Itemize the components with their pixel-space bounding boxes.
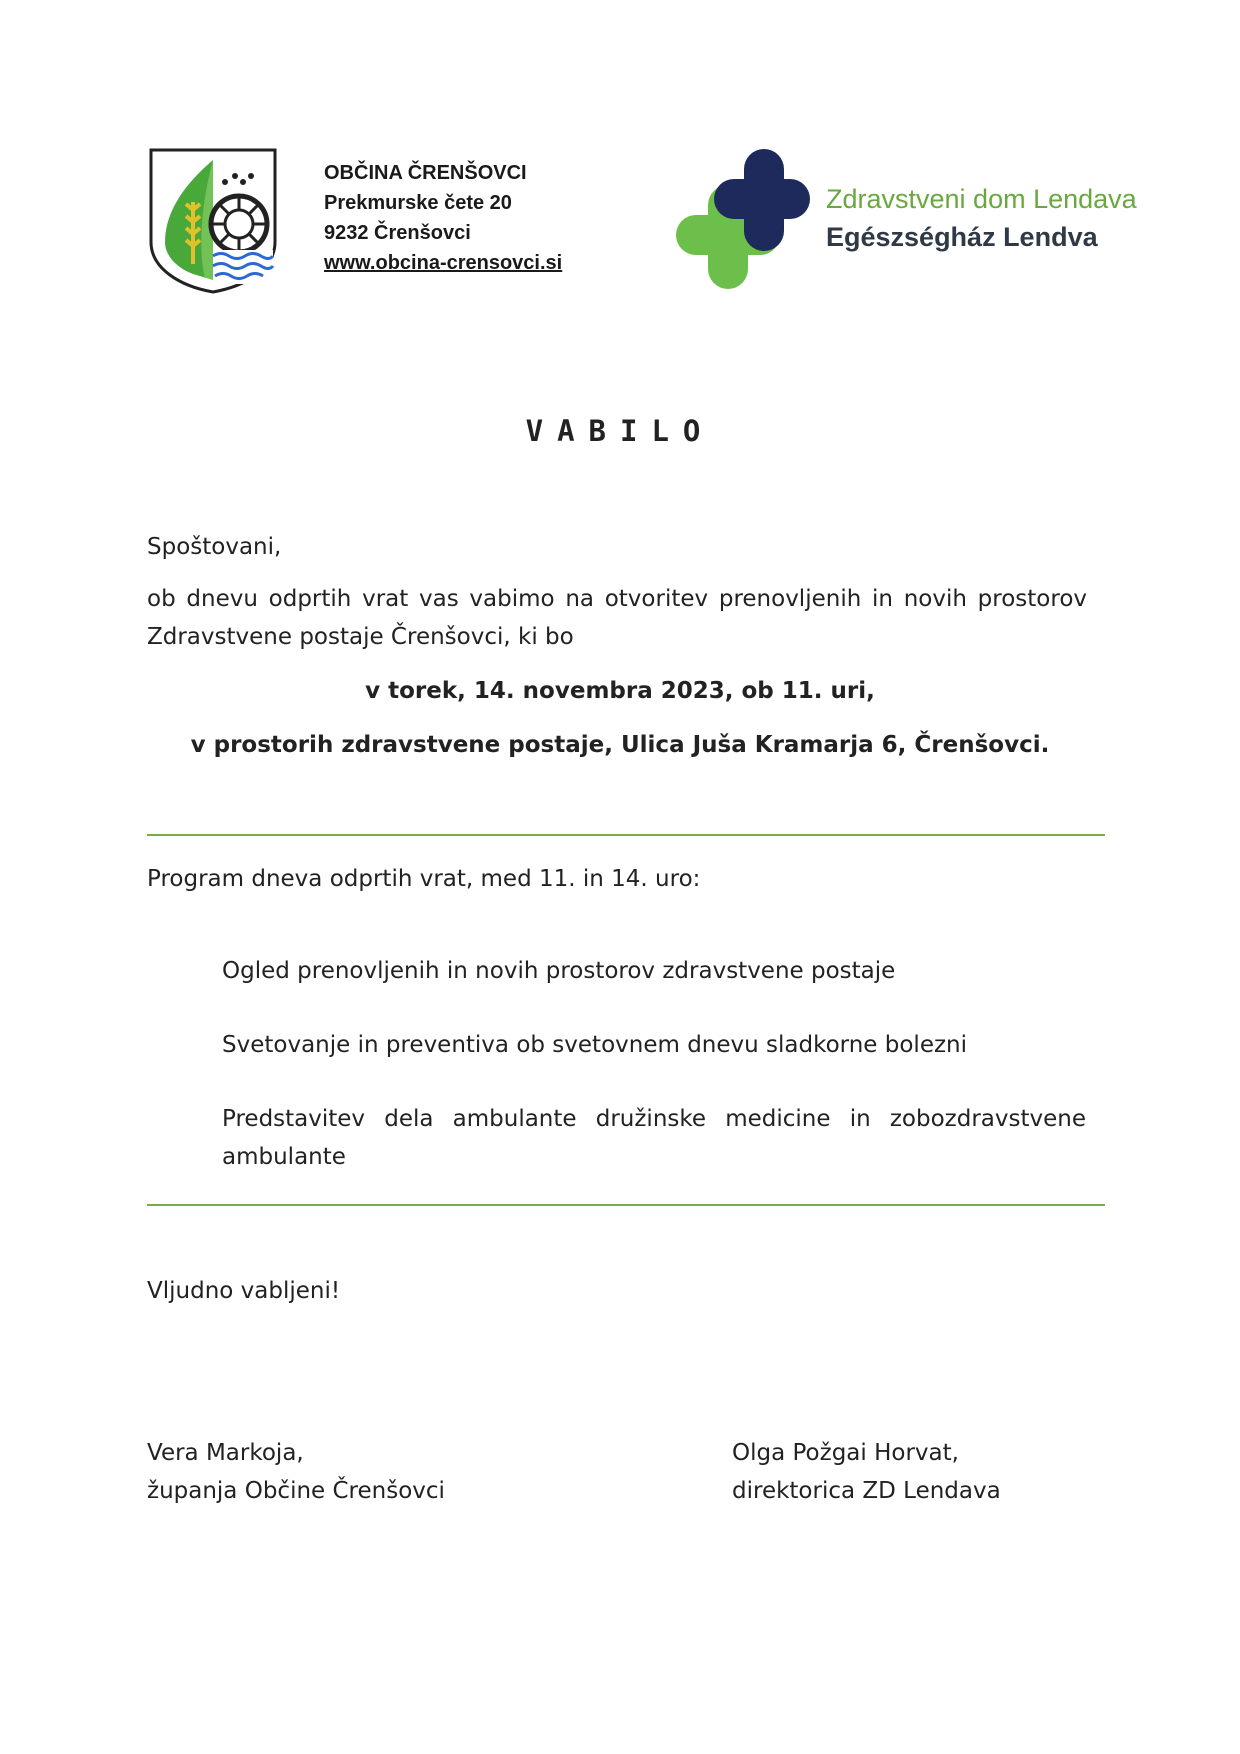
signature-director — [732, 1434, 1001, 1510]
health-center-name — [826, 180, 1137, 256]
signature-mayor-name: Vera Markoja, — [147, 1440, 304, 1466]
divider-bottom — [147, 1204, 1105, 1206]
intro-paragraph: ob dnevu odprtih vrat vas vabimo na otvoritev prenovljenih in novih prostorov Zdravstvene postaje Črenšovci, ki bo — [147, 586, 1087, 650]
municipality-name: OBČINA ČRENŠOVCI — [324, 162, 527, 184]
program-item: Predstavitev dela ambulante družinske medicine in zobozdravstvene ambulante — [222, 1106, 1086, 1170]
signature-director-role: direktorica ZD Lendava — [732, 1478, 1001, 1504]
municipality-street: Prekmurske čete 20 — [324, 192, 512, 214]
event-location: v prostorih zdravstvene postaje, Ulica Juša Kramarja 6, Črenšovci. — [190, 732, 1050, 758]
signature-mayor — [147, 1434, 445, 1510]
health-center-cross-logo — [670, 145, 810, 290]
greeting: Spoštovani, — [147, 534, 282, 560]
health-center-name-sl: Zdravstveni dom Lendava — [826, 184, 1137, 214]
program-item: Ogled prenovljenih in novih prostorov zdravstvene postaje — [222, 958, 896, 984]
signature-director-name: Olga Požgai Horvat, — [732, 1440, 959, 1466]
event-date-time: v torek, 14. novembra 2023, ob 11. uri, — [365, 678, 875, 704]
municipality-city: 9232 Črenšovci — [324, 222, 471, 244]
municipality-address — [324, 158, 562, 278]
divider-top — [147, 834, 1105, 836]
municipality-crest-logo — [147, 146, 279, 294]
program-heading: Program dneva odprtih vrat, med 11. in 14. uro: — [147, 866, 701, 892]
signature-mayor-role: županja Občine Črenšovci — [147, 1478, 445, 1504]
program-list — [222, 952, 1086, 1212]
program-item: Svetovanje in preventiva ob svetovnem dnevu sladkorne bolezni — [222, 1032, 968, 1058]
closing-line: Vljudno vabljeni! — [147, 1278, 341, 1304]
document-title: VABILO — [525, 414, 715, 448]
health-center-name-hu: Egészségház Lendva — [826, 222, 1098, 252]
municipality-website-link[interactable]: www.obcina-crensovci.si — [324, 252, 563, 274]
